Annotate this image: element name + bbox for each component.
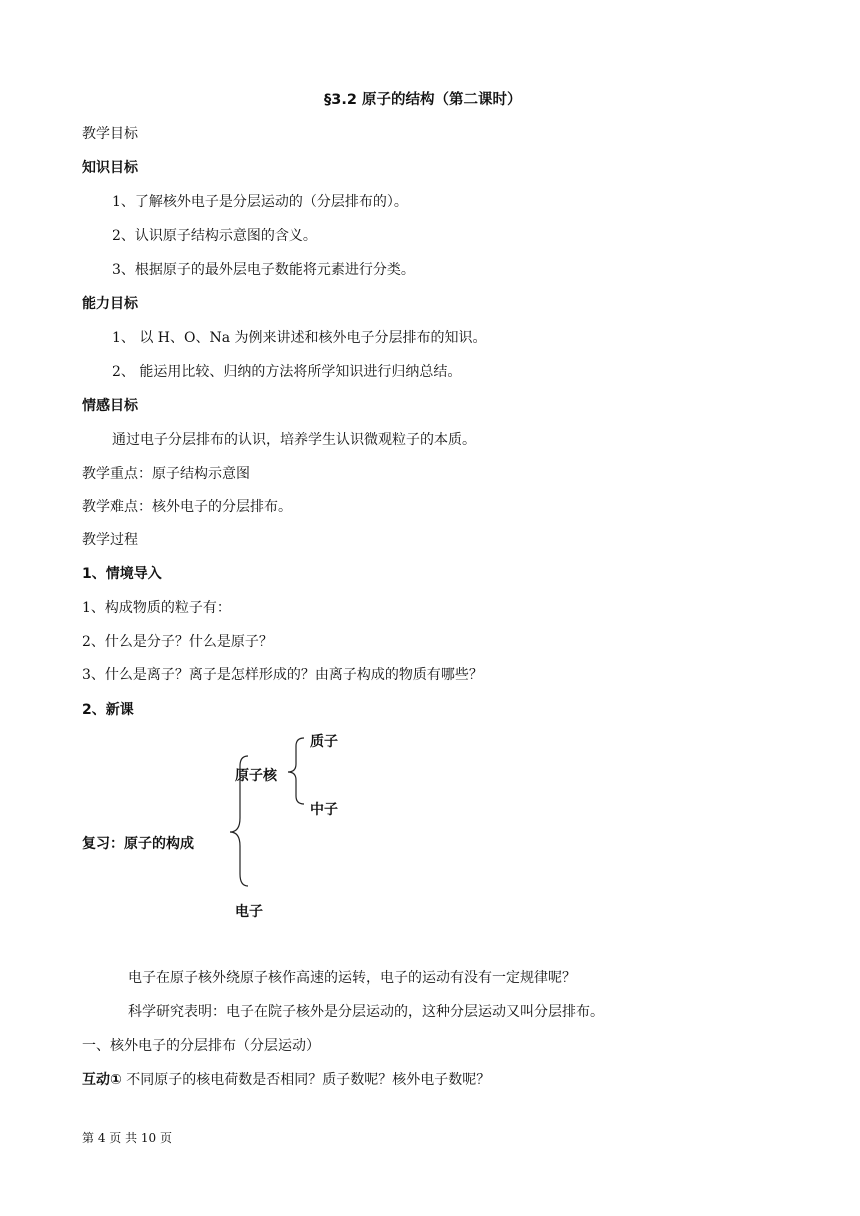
page-footer: 第 4 页 共 10 页 [82,1131,172,1145]
knowledge-goal-item: 2、认识原子结构示意图的含义。 [112,228,317,244]
teaching-goals-heading: 教学目标 [82,126,138,142]
knowledge-goal-item: 1、了解核外电子是分层运动的（分层排布的）。 [112,194,408,210]
diagram-neutron-label: 中子 [310,802,338,818]
section1-heading: 1、情境导入 [82,566,162,582]
diagram-electron-label: 电子 [235,904,263,920]
ability-goals-heading: 能力目标 [82,296,138,312]
ability-goal-item: 1、 以 H、O、Na 为例来讲述和核外电子分层排布的知识。 [112,330,487,346]
section2-heading: 2、新课 [82,702,134,718]
section1-item: 3、什么是离子？离子是怎样形成的？由离子构成的物质有哪些？ [82,667,483,683]
interaction-text: 不同原子的核电荷数是否相同？质子数呢？核外电子数呢？ [121,1072,491,1088]
paragraph: 电子在原子核外绕原子核作高速的运转，电子的运动有没有一定规律呢？ [128,970,576,986]
knowledge-goal-item: 3、根据原子的最外层电子数能将元素进行分类。 [112,262,415,278]
emotion-goals-heading: 情感目标 [82,398,138,414]
section1-item: 1、构成物质的粒子有： [82,600,231,616]
key-point: 教学重点：原子结构示意图 [82,466,250,482]
diagram-proton-label: 质子 [310,734,338,750]
nucleus-brace [288,738,304,804]
section1-item: 2、什么是分子？什么是原子？ [82,634,273,650]
process-heading: 教学过程 [82,532,138,548]
diagram-review-label: 复习：原子的构成 [82,836,194,852]
interaction-label: 互动① [82,1072,122,1088]
paragraph: 科学研究表明：电子在院子核外是分层运动的，这种分层运动又叫分层排布。 [128,1004,604,1020]
difficulty: 教学难点：核外电子的分层排布。 [82,499,292,515]
knowledge-goals-heading: 知识目标 [82,160,138,176]
atom-brace [230,756,248,886]
diagram-nucleus-label: 原子核 [235,768,277,784]
page-title: §3.2 原子的结构（第二课时） [324,92,522,108]
interaction-line [82,1070,490,1090]
subsection-heading: 一、核外电子的分层排布（分层运动） [82,1038,320,1054]
emotion-goal-item: 通过电子分层排布的认识，培养学生认识微观粒子的本质。 [112,432,476,448]
ability-goal-item: 2、 能运用比较、归纳的方法将所学知识进行归纳总结。 [112,364,462,380]
